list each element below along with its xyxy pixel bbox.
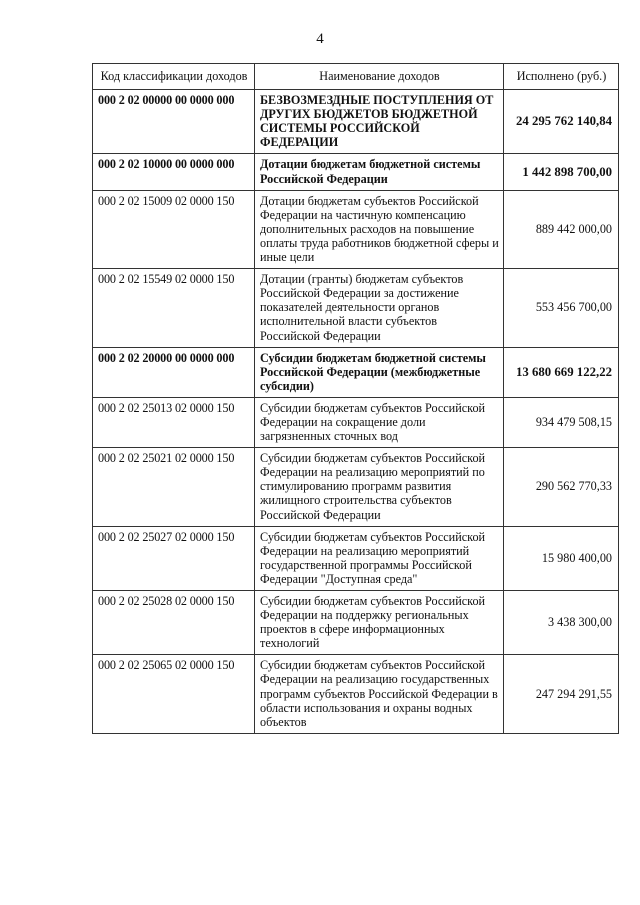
row-name: Дотации бюджетам субъектов Российской Федерации на частичную компенсацию дополнительных расходов на повышение оплаты труда работников бюджетной сферы и иные цели (255, 190, 504, 268)
row-amount: 13 680 669 122,22 (504, 347, 619, 397)
row-name: Дотации бюджетам бюджетной системы Российской Федерации (255, 154, 504, 190)
row-code: 000 2 02 10000 00 0000 000 (93, 154, 255, 190)
row-name: Субсидии бюджетам субъектов Российской Федерации на реализацию мероприятий государственной программы Российской Федерации "Доступная среда" (255, 526, 504, 590)
table-row-2 (93, 154, 619, 190)
row-amount: 553 456 700,00 (504, 269, 619, 347)
row-name: Субсидии бюджетам субъектов Российской Федерации на поддержку региональных проектов в сфере информационных технологий (255, 591, 504, 655)
page-number: 4 (316, 31, 324, 47)
row-code: 000 2 02 25065 02 0000 150 (93, 655, 255, 733)
table-row-3 (93, 190, 619, 268)
row-code: 000 2 02 15009 02 0000 150 (93, 190, 255, 268)
row-name: Субсидии бюджетам субъектов Российской Федерации на реализацию мероприятий по стимулированию программ развития жилищного строительства субъектов Российской Федерации (255, 448, 504, 526)
table-row-4 (93, 269, 619, 347)
row-code: 000 2 02 15549 02 0000 150 (93, 269, 255, 347)
revenue-table (92, 63, 619, 734)
header-amount: Исполнено (руб.) (504, 64, 619, 90)
row-amount: 247 294 291,55 (504, 655, 619, 733)
row-amount: 3 438 300,00 (504, 591, 619, 655)
row-code: 000 2 02 25028 02 0000 150 (93, 591, 255, 655)
row-name: Субсидии бюджетам бюджетной системы Российской Федерации (межбюджетные субсидии) (255, 347, 504, 397)
row-code: 000 2 02 20000 00 0000 000 (93, 347, 255, 397)
table-header-row (93, 64, 619, 90)
header-name: Наименование доходов (255, 64, 504, 90)
table-body (93, 90, 619, 734)
row-amount: 15 980 400,00 (504, 526, 619, 590)
table-row-9 (93, 591, 619, 655)
table-row-7 (93, 448, 619, 526)
row-name: Дотации (гранты) бюджетам субъектов Российской Федерации за достижение показателей деятельности органов исполнительной власти субъектов Российской Федерации (255, 269, 504, 347)
row-amount: 934 479 508,15 (504, 397, 619, 447)
row-code: 000 2 02 00000 00 0000 000 (93, 90, 255, 154)
table-row-10 (93, 655, 619, 733)
table-row-8 (93, 526, 619, 590)
table-row-5 (93, 347, 619, 397)
row-name: Субсидии бюджетам субъектов Российской Федерации на реализацию государственных программ субъектов Российской Федерации в области использования и охраны водных объектов (255, 655, 504, 733)
row-code: 000 2 02 25013 02 0000 150 (93, 397, 255, 447)
table-row-6 (93, 397, 619, 447)
row-amount: 24 295 762 140,84 (504, 90, 619, 154)
table-row-1 (93, 90, 619, 154)
row-amount: 1 442 898 700,00 (504, 154, 619, 190)
row-code: 000 2 02 25021 02 0000 150 (93, 448, 255, 526)
row-name: БЕЗВОЗМЕЗДНЫЕ ПОСТУПЛЕНИЯ ОТ ДРУГИХ БЮДЖЕТОВ БЮДЖЕТНОЙ СИСТЕМЫ РОССИЙСКОЙ ФЕДЕРАЦИИ (255, 90, 504, 154)
row-amount: 290 562 770,33 (504, 448, 619, 526)
header-code: Код классификации доходов (93, 64, 255, 90)
row-name: Субсидии бюджетам субъектов Российской Федерации на сокращение доли загрязненных сточных вод (255, 397, 504, 447)
row-code: 000 2 02 25027 02 0000 150 (93, 526, 255, 590)
row-amount: 889 442 000,00 (504, 190, 619, 268)
